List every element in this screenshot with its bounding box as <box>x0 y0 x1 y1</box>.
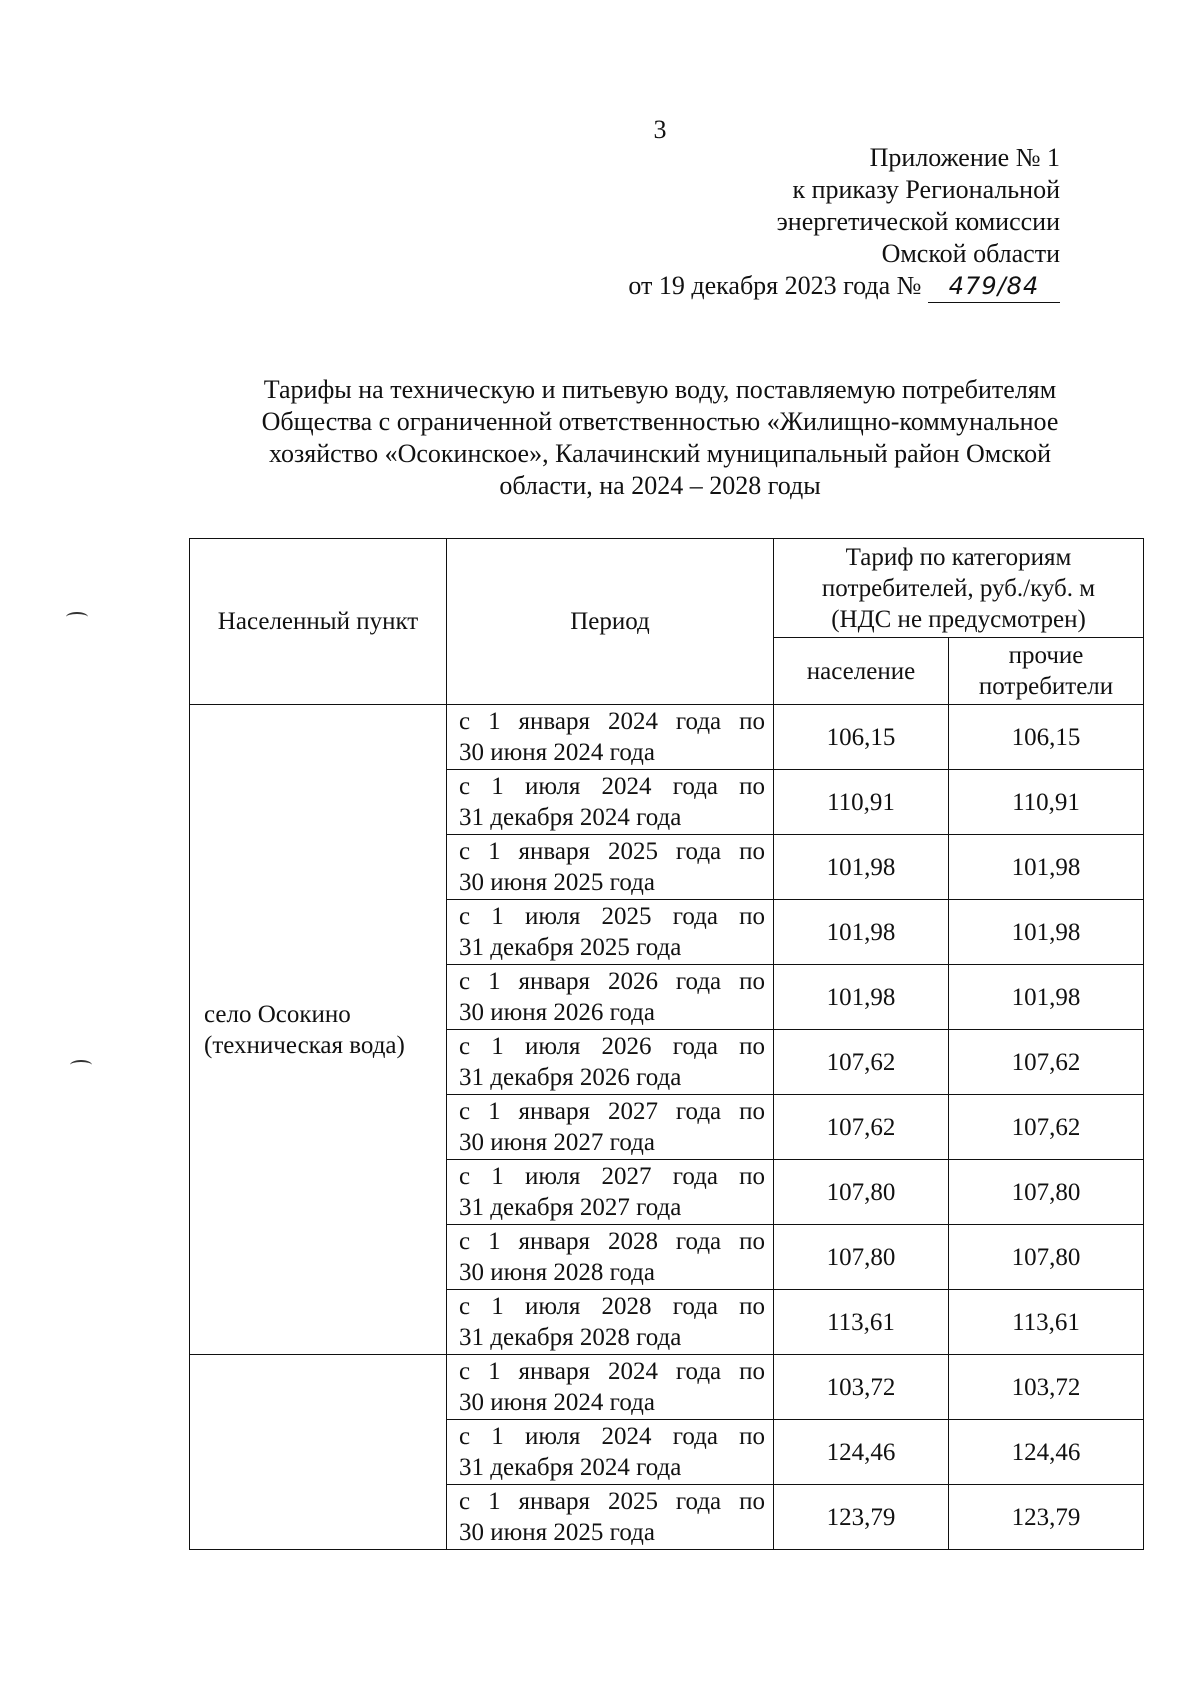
other-value: 101,98 <box>949 965 1144 1030</box>
other-value: 107,80 <box>949 1160 1144 1225</box>
scan-artifact <box>66 612 88 622</box>
other-value: 124,46 <box>949 1420 1144 1485</box>
order-number: 479/84 <box>928 270 1060 303</box>
header-tariff: Тариф по категориям потребителей, руб./куб. м (НДС не предусмотрен) <box>774 539 1144 638</box>
appendix-date: от 19 декабря 2023 года № <box>628 271 922 300</box>
tariff-table <box>189 538 1144 1550</box>
other-value: 107,62 <box>949 1030 1144 1095</box>
title-line: области, на 2024 – 2028 годы <box>499 471 821 500</box>
table-row <box>190 1355 1144 1420</box>
other-value: 101,98 <box>949 900 1144 965</box>
page-number: 3 <box>653 115 667 144</box>
place-cell-empty <box>190 1355 447 1550</box>
period-cell: с 1 июля 2024 года по 31 декабря 2024 года <box>447 770 774 835</box>
population-value: 107,62 <box>774 1095 949 1160</box>
period-cell: с 1 января 2026 года по 30 июня 2026 года <box>447 965 774 1030</box>
population-value: 107,62 <box>774 1030 949 1095</box>
population-value: 101,98 <box>774 835 949 900</box>
header-population: население <box>774 638 949 705</box>
population-value: 107,80 <box>774 1160 949 1225</box>
title-line: Тарифы на техническую и питьевую воду, поставляемую потребителям <box>263 375 1057 404</box>
title-line: Общества с ограниченной ответственностью «Жилищно-коммунальное <box>261 407 1059 436</box>
population-value: 124,46 <box>774 1420 949 1485</box>
period-cell: с 1 июля 2028 года по 31 декабря 2028 года <box>447 1290 774 1355</box>
appendix-date-line <box>628 270 1060 303</box>
period-cell: с 1 января 2025 года по 30 июня 2025 года <box>447 835 774 900</box>
appendix-line: Приложение № 1 <box>869 143 1060 172</box>
appendix-line: Омской области <box>881 239 1060 268</box>
other-value: 101,98 <box>949 835 1144 900</box>
place-cell: село Осокино (техническая вода) <box>190 705 447 1355</box>
document-title <box>200 374 1120 502</box>
header-other: прочие потребители <box>949 638 1144 705</box>
period-cell: с 1 января 2028 года по 30 июня 2028 года <box>447 1225 774 1290</box>
population-value: 101,98 <box>774 965 949 1030</box>
period-cell: с 1 января 2024 года по 30 июня 2024 года <box>447 1355 774 1420</box>
other-value: 107,62 <box>949 1095 1144 1160</box>
other-value: 110,91 <box>949 770 1144 835</box>
population-value: 107,80 <box>774 1225 949 1290</box>
population-value: 113,61 <box>774 1290 949 1355</box>
population-value: 101,98 <box>774 900 949 965</box>
period-cell: с 1 июля 2025 года по 31 декабря 2025 года <box>447 900 774 965</box>
period-cell: с 1 января 2024 года по 30 июня 2024 года <box>447 705 774 770</box>
population-value: 106,15 <box>774 705 949 770</box>
appendix-line: энергетической комиссии <box>776 207 1060 236</box>
scan-artifact <box>70 1060 92 1070</box>
other-value: 103,72 <box>949 1355 1144 1420</box>
other-value: 123,79 <box>949 1485 1144 1550</box>
period-cell: с 1 января 2025 года по 30 июня 2025 года <box>447 1485 774 1550</box>
table-row <box>190 705 1144 770</box>
title-line: хозяйство «Осокинское», Калачинский муниципальный район Омской <box>268 439 1052 468</box>
period-cell: с 1 июля 2026 года по 31 декабря 2026 года <box>447 1030 774 1095</box>
other-value: 106,15 <box>949 705 1144 770</box>
population-value: 123,79 <box>774 1485 949 1550</box>
header-place: Населенный пункт <box>190 539 447 705</box>
header-period: Период <box>447 539 774 705</box>
period-cell: с 1 января 2027 года по 30 июня 2027 года <box>447 1095 774 1160</box>
other-value: 107,80 <box>949 1225 1144 1290</box>
population-value: 110,91 <box>774 770 949 835</box>
other-value: 113,61 <box>949 1290 1144 1355</box>
appendix-line: к приказу Региональной <box>792 175 1060 204</box>
period-cell: с 1 июля 2027 года по 31 декабря 2027 года <box>447 1160 774 1225</box>
appendix-block <box>628 142 1060 303</box>
period-cell: с 1 июля 2024 года по 31 декабря 2024 года <box>447 1420 774 1485</box>
population-value: 103,72 <box>774 1355 949 1420</box>
